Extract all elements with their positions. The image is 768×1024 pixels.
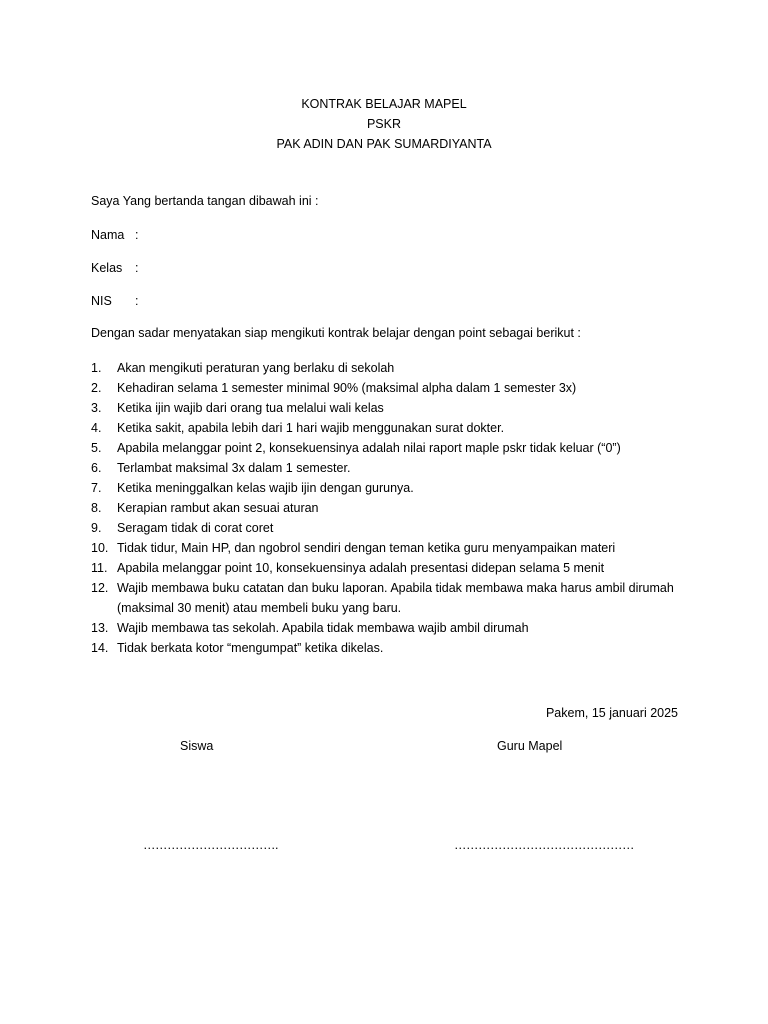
rule-text: Apabila melanggar point 10, konsekuensinya adalah presentasi didepan selama 5 menit bbox=[117, 561, 605, 575]
rule-text: Kerapian rambut akan sesuai aturan bbox=[117, 501, 319, 515]
rule-text: Apabila melanggar point 2, konsekuensinya adalah nilai raport maple pskr tidak keluar (“0”) bbox=[117, 441, 621, 455]
rule-number: 1. bbox=[91, 361, 102, 375]
list-item bbox=[91, 638, 691, 658]
list-item bbox=[91, 398, 691, 418]
field-nama-label: Nama bbox=[91, 228, 125, 242]
rule-number: 11. bbox=[91, 561, 108, 575]
signature-label-siswa: Siswa bbox=[180, 739, 214, 753]
rule-number: 7. bbox=[91, 481, 102, 495]
title-line-1: KONTRAK BELAJAR MAPEL bbox=[301, 97, 467, 111]
list-item bbox=[91, 558, 691, 578]
list-item bbox=[91, 578, 691, 618]
list-item bbox=[91, 498, 691, 518]
field-kelas-separator: : bbox=[135, 261, 139, 275]
rule-text: Ketika sakit, apabila lebih dari 1 hari wajib menggunakan surat dokter. bbox=[117, 421, 505, 435]
rule-text: Tidak berkata kotor “mengumpat” ketika dikelas. bbox=[117, 641, 384, 655]
rule-number: 9. bbox=[91, 521, 102, 535]
rule-number: 13. bbox=[91, 621, 109, 635]
rule-text: Terlambat maksimal 3x dalam 1 semester. bbox=[117, 461, 351, 475]
document-title bbox=[0, 94, 768, 154]
list-item bbox=[91, 518, 691, 538]
signature-label-guru: Guru Mapel bbox=[497, 739, 563, 753]
rule-text: Tidak tidur, Main HP, dan ngobrol sendiri dengan teman ketika guru menyampaikan materi bbox=[117, 541, 616, 555]
field-nis-separator: : bbox=[135, 294, 139, 308]
field-nama-separator: : bbox=[135, 228, 139, 242]
rule-number: 4. bbox=[91, 421, 102, 435]
list-item bbox=[91, 418, 691, 438]
signature-line-guru: ……………………………………… bbox=[454, 838, 634, 852]
rule-text: Ketika ijin wajib dari orang tua melalui wali kelas bbox=[117, 401, 384, 415]
rule-text: Seragam tidak di corat coret bbox=[117, 521, 274, 535]
rule-number: 14. bbox=[91, 641, 109, 655]
rule-number: 12. bbox=[91, 581, 109, 595]
rule-text: Wajib membawa tas sekolah. Apabila tidak membawa wajib ambil dirumah bbox=[117, 621, 529, 635]
field-nama bbox=[91, 226, 138, 244]
rule-number: 10. bbox=[91, 541, 109, 555]
list-item bbox=[91, 478, 691, 498]
rule-text: Kehadiran selama 1 semester minimal 90% (maksimal alpha dalam 1 semester 3x) bbox=[117, 381, 577, 395]
field-nis-label: NIS bbox=[91, 294, 112, 308]
field-kelas-label: Kelas bbox=[91, 261, 123, 275]
rules-list bbox=[91, 358, 691, 658]
rule-number: 5. bbox=[91, 441, 102, 455]
field-nis bbox=[91, 292, 138, 310]
intro-text: Saya Yang bertanda tangan dibawah ini : bbox=[91, 194, 319, 208]
rule-number: 8. bbox=[91, 501, 102, 515]
rule-number: 3. bbox=[91, 401, 102, 415]
place-date: Pakem, 15 januari 2025 bbox=[545, 706, 678, 720]
list-item bbox=[91, 438, 691, 458]
list-item bbox=[91, 618, 691, 638]
list-item bbox=[91, 458, 691, 478]
list-item bbox=[91, 378, 691, 398]
field-kelas bbox=[91, 259, 138, 277]
rule-text: Ketika meninggalkan kelas wajib ijin dengan gurunya. bbox=[117, 481, 414, 495]
rule-text: Wajib membawa buku catatan dan buku laporan. Apabila tidak membawa maka harus ambil dirumah (maksimal 30 menit) atau membeli buku yang baru. bbox=[117, 581, 674, 615]
list-item bbox=[91, 358, 691, 378]
rule-number: 6. bbox=[91, 461, 102, 475]
statement-text: Dengan sadar menyatakan siap mengikuti kontrak belajar dengan point sebagai berikut : bbox=[91, 326, 581, 340]
title-line-3: PAK ADIN DAN PAK SUMARDIYANTA bbox=[276, 137, 492, 151]
list-item bbox=[91, 538, 691, 558]
rule-number: 2. bbox=[91, 381, 102, 395]
rule-text: Akan mengikuti peraturan yang berlaku di sekolah bbox=[117, 361, 395, 375]
title-line-2: PSKR bbox=[366, 117, 402, 131]
signature-line-siswa: ……………………………. bbox=[143, 838, 278, 852]
